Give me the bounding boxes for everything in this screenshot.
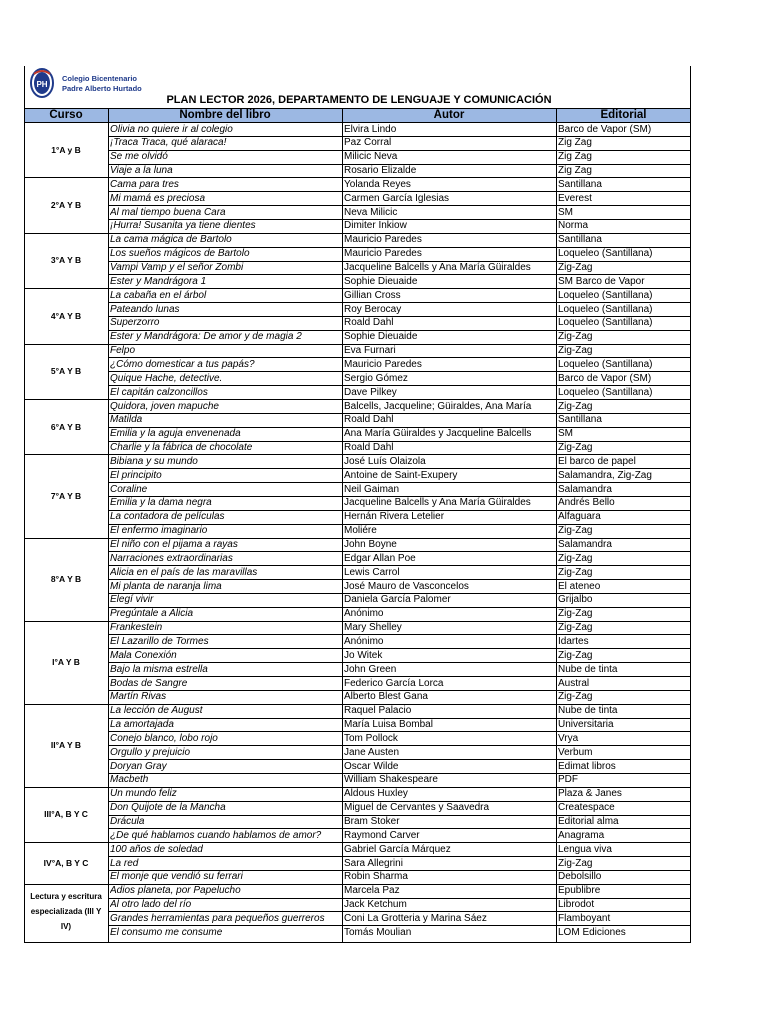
publisher-cell: PDF <box>558 774 578 786</box>
book-title-cell: ¡Hurra! Susanita ya tiene dientes <box>110 220 256 232</box>
author-cell: Federico García Lorca <box>344 677 444 689</box>
author-cell: Neil Gaiman <box>344 483 400 495</box>
author-cell: Gabriel García Márquez <box>344 843 451 855</box>
book-title-cell: Mi planta de naranja lima <box>110 580 222 592</box>
author-cell: Eva Furnari <box>344 345 396 357</box>
publisher-cell: Loqueleo (Santillana) <box>558 386 653 398</box>
author-cell: Marcela Paz <box>344 885 400 897</box>
publisher-cell: Santillana <box>558 414 602 426</box>
book-title-cell: El capitán calzoncillos <box>110 386 208 398</box>
author-cell: José Luís Olaizola <box>344 455 426 467</box>
book-title-cell: Emilia y la dama negra <box>110 497 212 509</box>
publisher-cell: El ateneo <box>558 580 601 592</box>
author-cell: Edgar Allan Poe <box>344 552 416 564</box>
author-cell: William Shakespeare <box>344 774 438 786</box>
book-title-cell: Olivia no quiere ir al colegio <box>110 123 233 135</box>
course-label: 7°A Y B <box>50 490 82 501</box>
book-title-cell: Bajo la misma estrella <box>110 663 208 675</box>
author-cell: Paz Corral <box>344 137 392 149</box>
author-cell: Sara Allegrini <box>344 857 403 869</box>
author-cell: Raquel Palacio <box>344 705 412 717</box>
publisher-cell: Flamboyant <box>558 912 611 924</box>
book-title-cell: Felpo <box>110 345 136 357</box>
publisher-cell: Idartes <box>558 635 589 647</box>
publisher-cell: Debolsillo <box>558 871 602 883</box>
author-cell: Coni La Grotteria y Marina Sáez <box>344 912 487 924</box>
book-title-cell: Al mal tiempo buena Cara <box>110 206 226 218</box>
author-cell: Raymond Carver <box>344 829 420 841</box>
publisher-cell: Zig-Zag <box>558 857 593 869</box>
book-title-cell: Orgullo y prejuicio <box>110 746 191 758</box>
author-cell: Ana María Güiraldes y Jacqueline Balcells <box>344 428 532 440</box>
book-title-cell: El Lazarillo de Tormes <box>110 635 209 647</box>
book-title-cell: La amortajada <box>110 719 174 731</box>
publisher-cell: Santillana <box>558 234 602 246</box>
publisher-cell: LOM Ediciones <box>558 926 626 938</box>
author-cell: Mauricio Paredes <box>344 248 422 260</box>
author-cell: Gillian Cross <box>344 289 401 301</box>
reading-plan-table <box>24 66 691 943</box>
author-cell: José Mauro de Vasconcelos <box>344 580 469 592</box>
page-title: PLAN LECTOR 2026, DEPARTAMENTO DE LENGUAJE Y COMUNICACIÓN <box>166 94 552 106</box>
school-name-line2: Padre Alberto Hurtado <box>62 84 142 93</box>
book-title-cell: Conejo blanco, lobo rojo <box>110 732 218 744</box>
publisher-cell: Zig-Zag <box>558 262 593 273</box>
publisher-cell: Verbum <box>558 746 593 758</box>
publisher-cell: Zig-Zag <box>558 691 593 703</box>
author-cell: Roy Berocay <box>344 303 402 315</box>
book-title-cell: Macbeth <box>110 774 149 786</box>
publisher-cell: Zig-Zag <box>558 345 593 357</box>
book-title-cell: Pregúntale a Alicia <box>110 608 194 620</box>
publisher-cell: Zig-Zag <box>558 608 593 620</box>
publisher-cell: Norma <box>558 220 589 232</box>
publisher-cell: Zig Zag <box>558 165 592 177</box>
book-title-cell: Bodas de Sangre <box>110 677 188 689</box>
publisher-cell: Zig-Zag <box>558 566 593 578</box>
publisher-cell: Alfaguara <box>558 511 601 523</box>
school-name-line1: Colegio Bicentenario <box>62 74 138 83</box>
author-cell: Miguel de Cervantes y Saavedra <box>344 802 490 814</box>
column-header-curso: Curso <box>24 108 108 122</box>
publisher-cell: Barco de Vapor (SM) <box>558 123 652 135</box>
book-title-cell: La lección de August <box>110 705 203 717</box>
author-cell: Jacqueline Balcells y Ana María Güiraldes <box>344 497 531 509</box>
course-label: 1°A y B <box>51 144 81 155</box>
svg-text:PH: PH <box>36 80 48 89</box>
course-label: III°A, B Y C <box>44 809 88 820</box>
book-title-cell: El consumo me consume <box>110 926 223 938</box>
author-cell: Tom Pollock <box>344 732 398 744</box>
publisher-cell: Barco de Vapor (SM) <box>558 372 652 384</box>
book-title-cell: Martín Rivas <box>110 691 167 703</box>
book-title-cell: Quique Hache, detective. <box>110 372 223 384</box>
column-header-editorial: Editorial <box>556 108 691 122</box>
publisher-cell: Loqueleo (Santillana) <box>558 289 653 301</box>
publisher-cell: SM Barco de Vapor <box>558 275 645 287</box>
publisher-cell: Santillana <box>558 178 602 190</box>
author-cell: Jane Austen <box>344 746 400 758</box>
publisher-cell: Nube de tinta <box>558 663 618 675</box>
course-label: 6°A Y B <box>50 421 82 432</box>
course-label: Lectura y escritura especializada (III Y IV) <box>30 891 102 931</box>
publisher-cell: Createspace <box>558 802 615 814</box>
book-title-cell: Doryan Gray <box>110 760 167 772</box>
book-title-cell: Adios planeta, por Papelucho <box>110 885 241 897</box>
book-title-cell: Cama para tres <box>110 178 179 190</box>
publisher-cell: Librodot <box>558 899 595 911</box>
publisher-cell: Loqueleo (Santillana) <box>558 248 653 260</box>
author-cell: Alberto Blest Gana <box>344 691 428 703</box>
publisher-cell: Lengua viva <box>558 843 612 855</box>
publisher-cell: Austral <box>558 677 590 689</box>
publisher-cell: Zig-Zag <box>558 442 593 454</box>
book-title-cell: Elegí vivir <box>110 594 154 606</box>
book-title-cell: Al otro lado del río <box>110 899 192 911</box>
publisher-cell: SM <box>558 428 573 440</box>
author-cell: Mauricio Paredes <box>344 358 422 370</box>
author-cell: Bram Stoker <box>344 816 400 827</box>
author-cell: Anónimo <box>344 635 384 647</box>
book-title-cell: Se me olvidó <box>110 151 168 163</box>
book-title-cell: Ester y Mandrágora 1 <box>110 275 207 287</box>
author-cell: Yolanda Reyes <box>344 178 411 190</box>
author-cell: Hernán Rivera Letelier <box>344 511 445 523</box>
book-title-cell: Viaje a la luna <box>110 165 173 177</box>
author-cell: Mauricio Paredes <box>344 234 422 246</box>
publisher-cell: SM <box>558 206 573 218</box>
author-cell: Robin Sharma <box>344 871 408 883</box>
author-cell: Roald Dahl <box>344 317 394 329</box>
author-cell: Jo Witek <box>344 649 383 661</box>
book-title-cell: El niño con el pijama a rayas <box>110 539 238 550</box>
book-title-cell: ¿Cómo domesticar a tus papás? <box>110 358 255 370</box>
publisher-cell: Zig-Zag <box>558 525 593 537</box>
author-cell: Dimiter Inkiow <box>344 220 407 232</box>
book-title-cell: 100 años de soledad <box>110 843 203 855</box>
publisher-cell: Edimat libros <box>558 760 616 772</box>
publisher-cell: Salamandra <box>558 539 612 550</box>
author-cell: Sergio Gómez <box>344 372 408 384</box>
book-title-cell: La cabaña en el árbol <box>110 289 207 301</box>
book-title-cell: ¿De qué hablamos cuando hablamos de amor? <box>110 829 322 841</box>
book-title-cell: ¡Traca Traca, qué alaraca! <box>110 137 227 149</box>
publisher-cell: Loqueleo (Santillana) <box>558 358 653 370</box>
author-cell: Elvira Lindo <box>344 123 397 135</box>
course-label: 3°A Y B <box>50 255 82 266</box>
publisher-cell: Zig-Zag <box>558 622 593 634</box>
book-title-cell: Quidora, joven mapuche <box>110 400 219 412</box>
book-title-cell: Mi mamá es preciosa <box>110 192 206 204</box>
book-title-cell: Bibiana y su mundo <box>110 455 198 467</box>
course-label: II°A Y B <box>50 740 82 751</box>
author-cell: Jack Ketchum <box>344 899 407 911</box>
author-cell: Dave Pilkey <box>344 386 397 398</box>
author-cell: Aldous Huxley <box>344 788 408 800</box>
publisher-cell: Grijalbo <box>558 594 593 606</box>
publisher-cell: Everest <box>558 192 592 204</box>
column-header-libro: Nombre del libro <box>108 108 342 122</box>
publisher-cell: Loqueleo (Santillana) <box>558 317 653 329</box>
author-cell: Neva Milicic <box>344 206 398 218</box>
book-title-cell: Ester y Mandrágora: De amor y de magia 2 <box>110 331 302 343</box>
author-cell: Jacqueline Balcells y Ana María Güiraldes <box>344 262 531 273</box>
publisher-cell: Loqueleo (Santillana) <box>558 303 653 315</box>
book-title-cell: Mala Conexión <box>110 649 177 661</box>
author-cell: Tomás Moulian <box>344 926 412 938</box>
publisher-cell: Andrés Bello <box>558 497 615 509</box>
publisher-cell: Zig-Zag <box>558 331 593 343</box>
book-title-cell: Pateando lunas <box>110 303 180 315</box>
author-cell: Balcells, Jacqueline; Güiraldes, Ana María <box>344 400 532 412</box>
course-label: I°A Y B <box>52 657 80 668</box>
course-label: 2°A Y B <box>50 200 82 211</box>
book-title-cell: Un mundo feliz <box>110 788 177 800</box>
book-title-cell: El monje que vendió su ferrari <box>110 871 243 883</box>
course-label: 8°A Y B <box>50 574 82 585</box>
book-title-cell: Alicia en el país de las maravillas <box>110 566 258 578</box>
book-title-cell: Don Quijote de la Mancha <box>110 802 226 814</box>
author-cell: Mary Shelley <box>344 622 402 634</box>
book-title-cell: Matilda <box>110 414 143 426</box>
publisher-cell: Zig Zag <box>558 137 592 149</box>
publisher-cell: Zig-Zag <box>558 552 593 564</box>
book-title-cell: Frankestein <box>110 622 163 634</box>
publisher-cell: Nube de tinta <box>558 705 618 717</box>
publisher-cell: Universitaria <box>558 719 614 731</box>
author-cell: Rosario Elizalde <box>344 165 417 177</box>
author-cell: Moliére <box>344 525 377 537</box>
book-title-cell: Coraline <box>110 483 148 495</box>
author-cell: Roald Dahl <box>344 414 394 426</box>
author-cell: John Green <box>344 663 397 675</box>
publisher-cell: Epublibre <box>558 885 601 897</box>
author-cell: Roald Dahl <box>344 442 394 454</box>
book-title-cell: Los sueños mágicos de Bartolo <box>110 248 250 260</box>
book-title-cell: La cama mágica de Bartolo <box>110 234 232 246</box>
author-cell: Sophie Dieuaide <box>344 331 418 343</box>
book-title-cell: El principito <box>110 469 162 481</box>
column-header-autor: Autor <box>342 108 556 122</box>
author-cell: Daniela García Palomer <box>344 594 451 606</box>
book-title-cell: Grandes herramientas para pequeños guerreros <box>110 912 325 924</box>
publisher-cell: El barco de papel <box>558 455 636 467</box>
publisher-cell: Zig-Zag <box>558 649 593 661</box>
book-title-cell: Charlie y la fábrica de chocolate <box>110 442 253 454</box>
book-title-cell: La contadora de películas <box>110 511 225 523</box>
book-title-cell: Emilia y la aguja envenenada <box>110 428 241 440</box>
publisher-cell: Salamandra, Zig-Zag <box>558 469 652 481</box>
book-title-cell: Drácula <box>110 816 145 827</box>
publisher-cell: Anagrama <box>558 829 605 841</box>
publisher-cell: Salamandra <box>558 483 612 495</box>
author-cell: Milicic Neva <box>344 151 398 163</box>
publisher-cell: Editorial alma <box>558 816 619 827</box>
author-cell: Carmen García Iglesias <box>344 192 450 204</box>
book-title-cell: El enfermo imaginario <box>110 525 208 537</box>
author-cell: Antoine de Saint-Exupery <box>344 469 458 481</box>
author-cell: Anónimo <box>344 608 384 620</box>
book-title-cell: La red <box>110 857 139 869</box>
book-title-cell: Vampi Vamp y el señor Zombi <box>110 262 244 273</box>
author-cell: Sophie Dieuaide <box>344 275 418 287</box>
author-cell: Oscar Wilde <box>344 760 399 772</box>
publisher-cell: Vrya <box>558 732 579 744</box>
publisher-cell: Zig Zag <box>558 151 592 163</box>
author-cell: John Boyne <box>344 539 397 550</box>
course-label: IV°A, B Y C <box>43 857 89 868</box>
book-title-cell: Superzorro <box>110 317 160 329</box>
course-label: 4°A Y B <box>50 310 82 321</box>
author-cell: María Luisa Bombal <box>344 719 433 731</box>
table-gridlines <box>24 66 691 943</box>
publisher-cell: Plaza & Janes <box>558 788 622 800</box>
book-title-cell: Narraciones extraordinarias <box>110 552 233 564</box>
course-label: 5°A Y B <box>50 366 82 377</box>
author-cell: Lewis Carrol <box>344 566 400 578</box>
publisher-cell: Zig-Zag <box>558 400 593 412</box>
